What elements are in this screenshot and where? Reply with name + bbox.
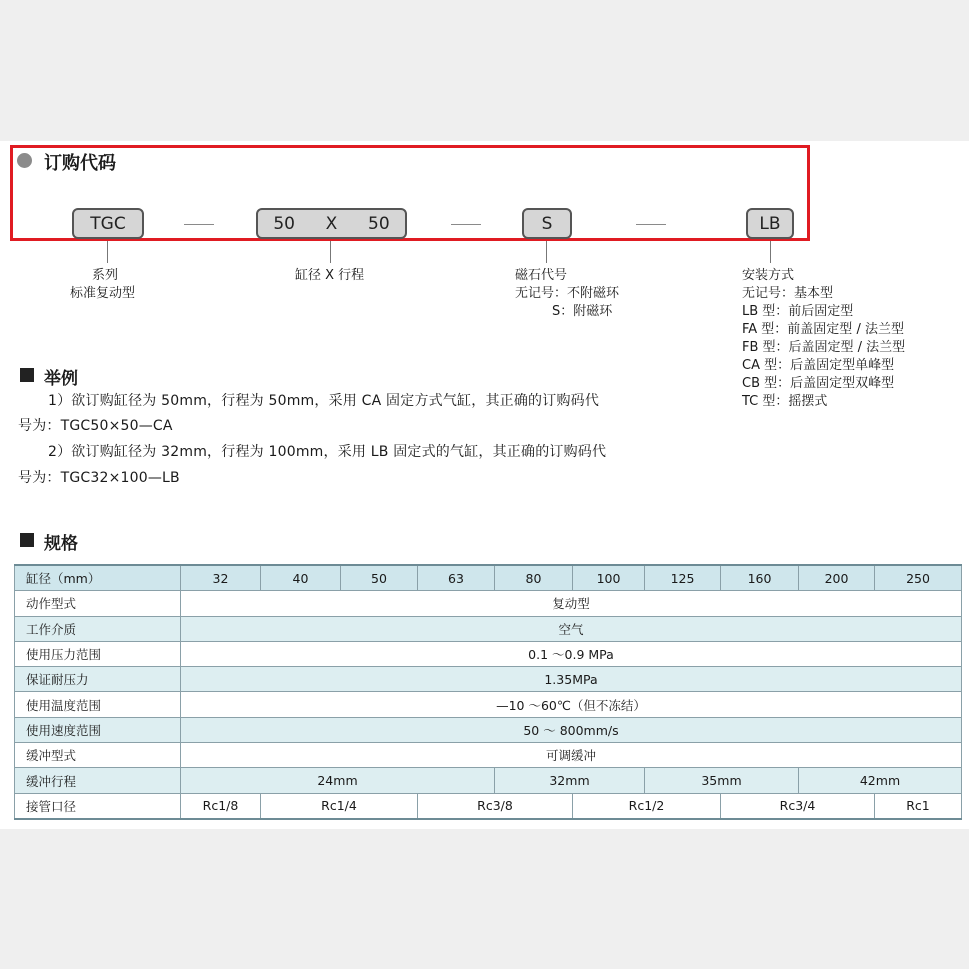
leader-line bbox=[330, 241, 331, 263]
bore-size: 250 bbox=[875, 565, 962, 591]
row-value: 50 ～ 800mm/s bbox=[181, 717, 962, 742]
bullet-dot-icon bbox=[17, 153, 32, 168]
bore-size: 160 bbox=[721, 565, 799, 591]
row-label: 缓冲型式 bbox=[15, 743, 181, 768]
table-row bbox=[15, 616, 962, 641]
magnet-label: 磁石代号 bbox=[515, 268, 568, 283]
bore-size: 63 bbox=[418, 565, 495, 591]
mount-option: CA 型：后盖固定型单峰型 bbox=[742, 358, 895, 373]
row-label: 使用压力范围 bbox=[15, 641, 181, 666]
leader-line bbox=[107, 241, 108, 263]
bore-size: 40 bbox=[261, 565, 341, 591]
leader-line bbox=[546, 241, 547, 263]
bore-size: 50 bbox=[341, 565, 418, 591]
row-value: —10 ～60℃（但不冻结） bbox=[181, 692, 962, 717]
row-label: 动作型式 bbox=[15, 591, 181, 616]
code-part: 50 bbox=[273, 213, 295, 234]
code-separator bbox=[636, 224, 666, 225]
example-line: 号为：TGC32×100—LB bbox=[18, 470, 180, 486]
cushion-stroke-value: 24mm bbox=[181, 768, 495, 793]
section-square-icon bbox=[20, 533, 34, 547]
port-size-value: Rc1/8 bbox=[181, 793, 261, 819]
document-sheet bbox=[0, 141, 969, 829]
example-title: 举例 bbox=[44, 369, 78, 389]
table-row bbox=[15, 641, 962, 666]
magnet-option: 无记号：不附磁环 bbox=[515, 286, 620, 301]
code-box-series bbox=[72, 208, 144, 239]
mount-option: 无记号：基本型 bbox=[742, 286, 834, 301]
mount-option: LB 型：前后固定型 bbox=[742, 304, 854, 319]
row-value: 0.1 ～0.9 MPa bbox=[181, 641, 962, 666]
order-code-title: 订购代码 bbox=[44, 153, 116, 174]
code-part: S bbox=[541, 213, 553, 234]
table-row bbox=[15, 717, 962, 742]
row-value: 可调缓冲 bbox=[181, 743, 962, 768]
example-line: 1）欲订购缸径为 50mm，行程为 50mm，采用 CA 固定方式气缸，其正确的订购码代 bbox=[48, 393, 600, 409]
code-box-bore-stroke bbox=[256, 208, 407, 239]
code-part: X bbox=[325, 213, 338, 234]
code-part: LB bbox=[759, 213, 781, 234]
table-row bbox=[15, 793, 962, 819]
code-box-mount bbox=[746, 208, 794, 239]
magnet-option: S：附磁环 bbox=[552, 304, 613, 319]
series-label: 系列 bbox=[92, 268, 119, 283]
spec-title: 规格 bbox=[44, 534, 78, 554]
row-label: 保证耐压力 bbox=[15, 667, 181, 692]
table-row bbox=[15, 591, 962, 616]
row-value: 复动型 bbox=[181, 591, 962, 616]
code-separator bbox=[184, 224, 214, 225]
cushion-stroke-value: 42mm bbox=[799, 768, 962, 793]
bore-size: 80 bbox=[495, 565, 573, 591]
port-size-value: Rc3/8 bbox=[418, 793, 573, 819]
port-size-value: Rc1/2 bbox=[573, 793, 721, 819]
port-size-value: Rc3/4 bbox=[721, 793, 875, 819]
bore-size: 32 bbox=[181, 565, 261, 591]
table-row bbox=[15, 743, 962, 768]
cushion-stroke-value: 35mm bbox=[645, 768, 799, 793]
code-separator bbox=[451, 224, 481, 225]
mount-label: 安装方式 bbox=[742, 268, 795, 283]
bore-size: 200 bbox=[799, 565, 875, 591]
row-label: 缓冲行程 bbox=[15, 768, 181, 793]
row-label: 接管口径 bbox=[15, 793, 181, 819]
mount-option: FA 型：前盖固定型 / 法兰型 bbox=[742, 322, 904, 337]
table-row bbox=[15, 692, 962, 717]
row-value: 1.35MPa bbox=[181, 667, 962, 692]
table-row bbox=[15, 667, 962, 692]
row-label: 使用温度范围 bbox=[15, 692, 181, 717]
port-size-value: Rc1 bbox=[875, 793, 962, 819]
bore-size: 125 bbox=[645, 565, 721, 591]
section-square-icon bbox=[20, 368, 34, 382]
row-value: 空气 bbox=[181, 616, 962, 641]
table-row bbox=[15, 768, 962, 793]
cushion-stroke-value: 32mm bbox=[495, 768, 645, 793]
mount-option: FB 型：后盖固定型 / 法兰型 bbox=[742, 340, 906, 355]
series-value: 标准复动型 bbox=[70, 286, 136, 301]
example-line: 2）欲订购缸径为 32mm，行程为 100mm，采用 LB 固定式的气缸，其正确的订购码代 bbox=[48, 444, 607, 460]
port-size-value: Rc1/4 bbox=[261, 793, 418, 819]
code-box-magnet bbox=[522, 208, 572, 239]
bore-stroke-label: 缸径 X 行程 bbox=[295, 268, 365, 283]
example-line: 号为：TGC50×50—CA bbox=[18, 418, 173, 434]
leader-line bbox=[770, 241, 771, 263]
mount-option: TC 型：摇摆式 bbox=[742, 394, 828, 409]
table-row bbox=[15, 565, 962, 591]
row-label: 使用速度范围 bbox=[15, 717, 181, 742]
bore-size: 100 bbox=[573, 565, 645, 591]
spec-table bbox=[14, 564, 962, 820]
code-part: TGC bbox=[90, 213, 126, 234]
header-label: 缸径（mm） bbox=[15, 565, 181, 591]
code-part: 50 bbox=[368, 213, 390, 234]
row-label: 工作介质 bbox=[15, 616, 181, 641]
mount-option: CB 型：后盖固定型双峰型 bbox=[742, 376, 895, 391]
